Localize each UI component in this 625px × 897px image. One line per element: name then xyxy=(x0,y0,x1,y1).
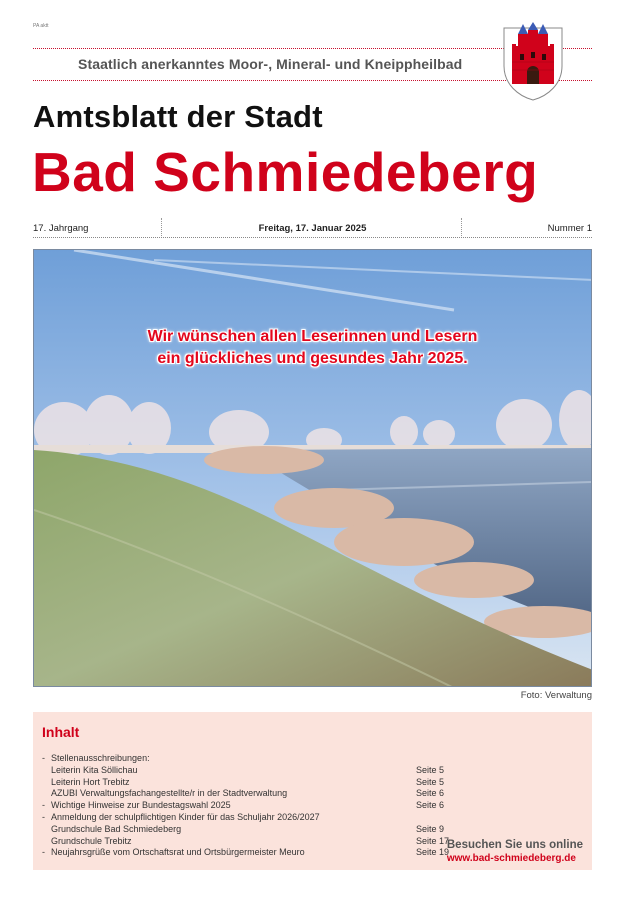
toc-item[interactable]: - Anmeldung der schulpflichtigen Kinder für das Schuljahr 2026/2027 xyxy=(42,811,320,822)
greeting-line-1: Wir wünschen allen Leserinnen und Lesern xyxy=(147,328,478,345)
toc-item[interactable]: Leiterin Kita Söllichau Seite 5 xyxy=(51,764,445,775)
toc-item[interactable]: - Stellenausschreibungen: xyxy=(42,753,150,763)
info-separator xyxy=(461,218,462,238)
town-crest-icon xyxy=(500,22,566,102)
winter-river-landscape-image xyxy=(34,250,592,687)
town-name-title: Bad Schmiedeberg xyxy=(32,141,539,203)
spa-subtitle: Staatlich anerkanntes Moor-, Mineral- und Kneippheilbad xyxy=(78,56,463,72)
toc-item[interactable]: Leiterin Hort Trebitz Seite 5 xyxy=(51,776,445,787)
visit-online-label: Besuchen Sie uns online xyxy=(446,839,583,851)
issue-number: Nummer 1 xyxy=(547,223,592,234)
table-of-contents xyxy=(33,712,592,870)
gazette-title: Amtsblatt der Stadt xyxy=(33,99,323,134)
toc-item[interactable]: Grundschule Trebitz Seite 17 xyxy=(51,835,450,846)
cover-photo xyxy=(33,249,592,687)
toc-item[interactable]: - Neujahrsgrüße vom Ortschaftsrat und Ortsbürgermeister Meuro Seite 19 xyxy=(42,847,450,858)
toc-item[interactable]: Grundschule Bad Schmiedeberg Seite 9 xyxy=(51,823,445,834)
issue-info-bar xyxy=(33,218,592,238)
volume-label: 17. Jahrgang xyxy=(33,223,89,234)
info-bar-divider xyxy=(33,237,592,238)
toc-item[interactable]: - Wichtige Hinweise zur Bundestagswahl 2025 Seite 6 xyxy=(42,800,445,811)
issue-date: Freitag, 17. Januar 2025 xyxy=(258,223,367,234)
print-mark: PA aktt xyxy=(33,23,49,29)
toc-title: Inhalt xyxy=(42,724,80,740)
website-link[interactable]: www.bad-schmiedeberg.de xyxy=(446,853,576,864)
toc-item[interactable]: AZUBI Verwaltungsfachangestellte/r in der Stadtverwaltung Seite 6 xyxy=(51,788,445,799)
greeting-line-2: ein glückliches und gesundes Jahr 2025. xyxy=(157,350,468,367)
website-promo xyxy=(447,839,583,864)
toc-list xyxy=(42,753,452,859)
photo-credit: Foto: Verwaltung xyxy=(520,690,592,701)
